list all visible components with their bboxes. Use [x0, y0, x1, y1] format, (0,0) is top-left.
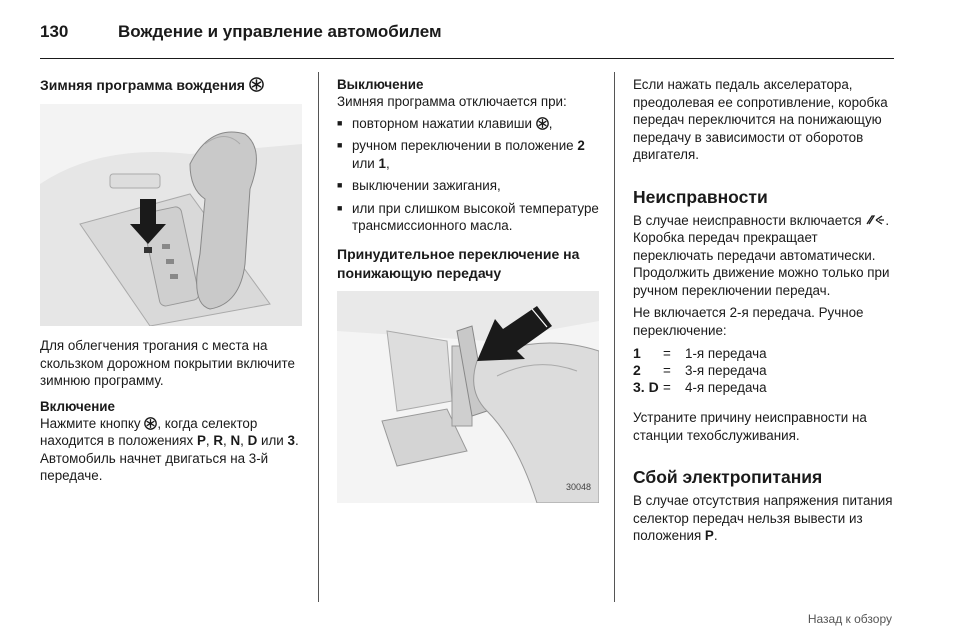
page-header — [40, 22, 895, 50]
header-divider — [40, 58, 894, 59]
page-title: Вождение и управление автомобилем — [118, 22, 442, 41]
kickdown-drawing — [337, 291, 599, 503]
column-divider-2 — [614, 72, 615, 602]
winter-program-heading: Зимняя программа вождения — [40, 76, 302, 94]
disable-heading: Выключение — [337, 77, 424, 92]
power-failure-text: В случае отсутствия напряжения питания селектор передач нельзя вывести из положения P. — [633, 493, 893, 543]
list-item: ■ ручном переключении в положение 2 или 1, — [337, 137, 599, 172]
column-1 — [40, 76, 302, 485]
list-item: ■ или при слишком высокой температуре трансмиссионного масла. — [337, 200, 599, 235]
column-3 — [633, 76, 895, 545]
gear-selector-drawing — [40, 104, 302, 326]
gear-selector-illustration — [40, 104, 302, 326]
table-row: 3. D = 4-я передача — [633, 379, 767, 395]
power-failure-heading: Сбой электропитания — [633, 467, 823, 487]
gear-mapping-table — [633, 345, 895, 396]
winter-intro-text: Для облегчения трогания с места на скользком дорожном покрытии включите зимнюю программу. — [40, 338, 295, 388]
service-text: Устраните причину неисправности на станции техобслуживания. — [633, 410, 867, 443]
faults-heading: Неисправности — [633, 186, 768, 207]
column-2 — [337, 76, 599, 503]
table-row: 1 = 1-я передача — [633, 345, 767, 361]
list-item: ■ выключении зажигания, — [337, 177, 599, 195]
kickdown-illustration — [337, 291, 599, 503]
enable-heading: Включение — [40, 398, 115, 414]
back-to-overview-link[interactable]: Назад к обзору — [807, 612, 892, 626]
faults-text: В случае неисправности включается . Коробка передач прекращает переключать передачи автоматически. Продолжить движение можно только при ручном переключении передач. — [633, 212, 890, 298]
enable-text: Нажмите кнопку , когда селектор находится в положениях P, R, N, D или 3. Автомобиль начнет двигаться на 3-й передаче. — [40, 415, 299, 483]
snowflake-icon — [144, 417, 157, 430]
list-item: ■ повторном нажатии клавиши , — [337, 115, 599, 133]
gear2-fault-text: Не включается 2-я передача. Ручное переключение: — [633, 305, 864, 338]
kickdown-heading: Принудительное переключение на понижающую передачу — [337, 245, 580, 281]
table-row: 2 = 3-я передача — [633, 362, 767, 378]
disable-intro: Зимняя программа отключается при: — [337, 94, 567, 109]
snowflake-icon — [536, 117, 549, 130]
disable-conditions-list — [337, 115, 599, 235]
snowflake-icon — [249, 77, 264, 92]
column-divider-1 — [318, 72, 319, 602]
kickdown-text: Если нажать педаль акселератора, преодолевая ее сопротивление, коробка передач переключится на понижающую передачу в зависимости от оборотов двигателя. — [633, 77, 888, 162]
transmission-fault-icon — [865, 214, 885, 226]
page-number: 130 — [40, 22, 69, 41]
figure-number: 30048 — [565, 482, 591, 492]
